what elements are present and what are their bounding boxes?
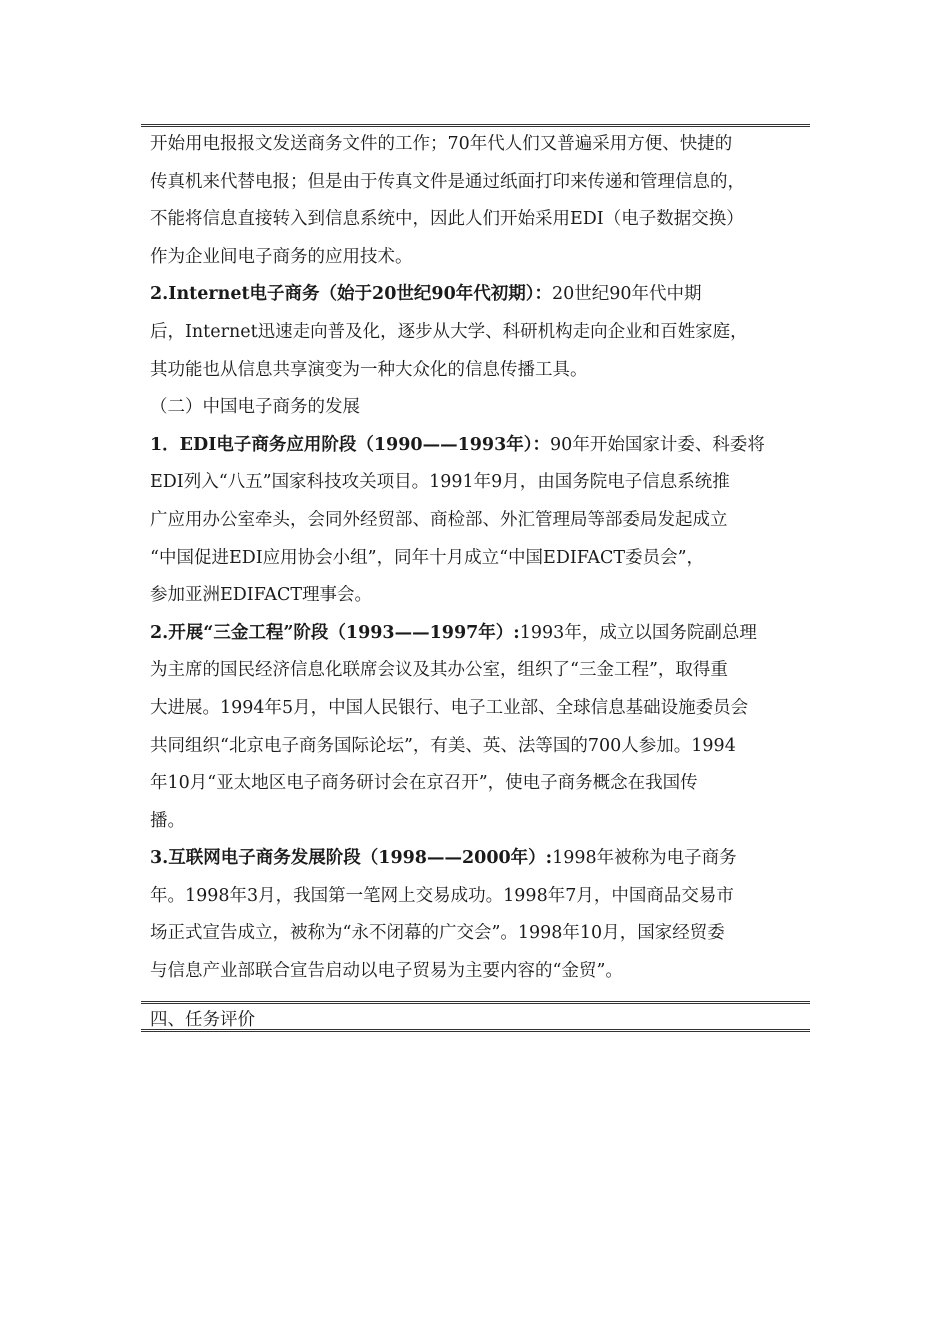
section-heading-evaluation: 四、任务评价 (150, 1010, 255, 1030)
section-rule-bottom (141, 1029, 810, 1032)
text-line: 参加亚洲EDIFACT理事会。 (150, 585, 373, 606)
text-line: 大进展。1994年5月，中国人民银行、电子工业部、全球信息基础设施委员会 (150, 697, 749, 718)
text-line: 开始用电报报文发送商务文件的工作；70年代人们又普遍采用方便、快捷的 (150, 134, 733, 154)
stage-1 (150, 427, 810, 465)
text-line: 年10月“亚太地区电子商务研讨会在京召开”，使电子商务概念在我国传 (150, 773, 698, 794)
text-line: 与信息产业部联合宣告启动以电子贸易为主要内容的“金贸”。 (150, 961, 623, 982)
text-line: 其功能也从信息共享演变为一种大众化的信息传播工具。 (150, 359, 588, 380)
stage-text: 1998年被称为电子商务 (552, 848, 737, 869)
text-line: 播。 (150, 810, 185, 831)
text-line: 作为企业间电子商务的应用技术。 (150, 246, 413, 267)
stage-title: 1．EDI电子商务应用阶段（1990——1993年）： (150, 434, 551, 455)
section-title: 2.Internet电子商务（始于20世纪90年代初期）： (150, 284, 553, 305)
stage-3 (150, 840, 810, 878)
text-line: 场正式宣告成立，被称为“永不闭幕的广交会”。1998年10月，国家经贸委 (150, 923, 725, 944)
text-line: 为主席的国民经济信息化联席会议及其办公室，组织了“三金工程”，取得重 (150, 660, 728, 681)
section-text: 20世纪90年代中期 (552, 284, 702, 305)
text-line: 传真机来代替电报；但是由于传真文件是通过纸面打印来传递和管理信息的， (150, 171, 745, 192)
stage-title: 3.互联网电子商务发展阶段（1998——2000年）: (150, 848, 553, 869)
text-line: 不能将信息直接转入到信息系统中，因此人们开始采用EDI（电子数据交换） (150, 209, 744, 230)
text-line: 后，Internet迅速走向普及化，逐步从大学、科研机构走向企业和百姓家庭， (150, 321, 748, 342)
section-internet (150, 276, 810, 314)
text-line: 年。1998年3月，我国第一笔网上交易成功。1998年7月，中国商品交易市 (150, 885, 734, 906)
text-line: EDI列入“八五”国家科技攻关项目。1991年9月，由国务院电子信息系统推 (150, 472, 730, 493)
stage-title: 2.开展“三金工程”阶段（1993——1997年）: (150, 622, 520, 643)
stage-text: 1993年，成立以国务院副总理 (519, 622, 757, 643)
text-line: “中国促进EDI应用协会小组”，同年十月成立“中国EDIFACT委员会”， (150, 547, 705, 568)
stage-2 (150, 615, 810, 653)
body-text (150, 126, 810, 991)
subheading: （二）中国电子商务的发展 (150, 397, 360, 418)
text-line: 广应用办公室牵头，会同外经贸部、商检部、外汇管理局等部委局发起成立 (150, 509, 728, 530)
text-line: 共同组织“北京电子商务国际论坛”，有美、英、法等国的700人参加。1994 (150, 735, 736, 756)
stage-text: 90年开始国家计委、科委将 (550, 434, 765, 455)
